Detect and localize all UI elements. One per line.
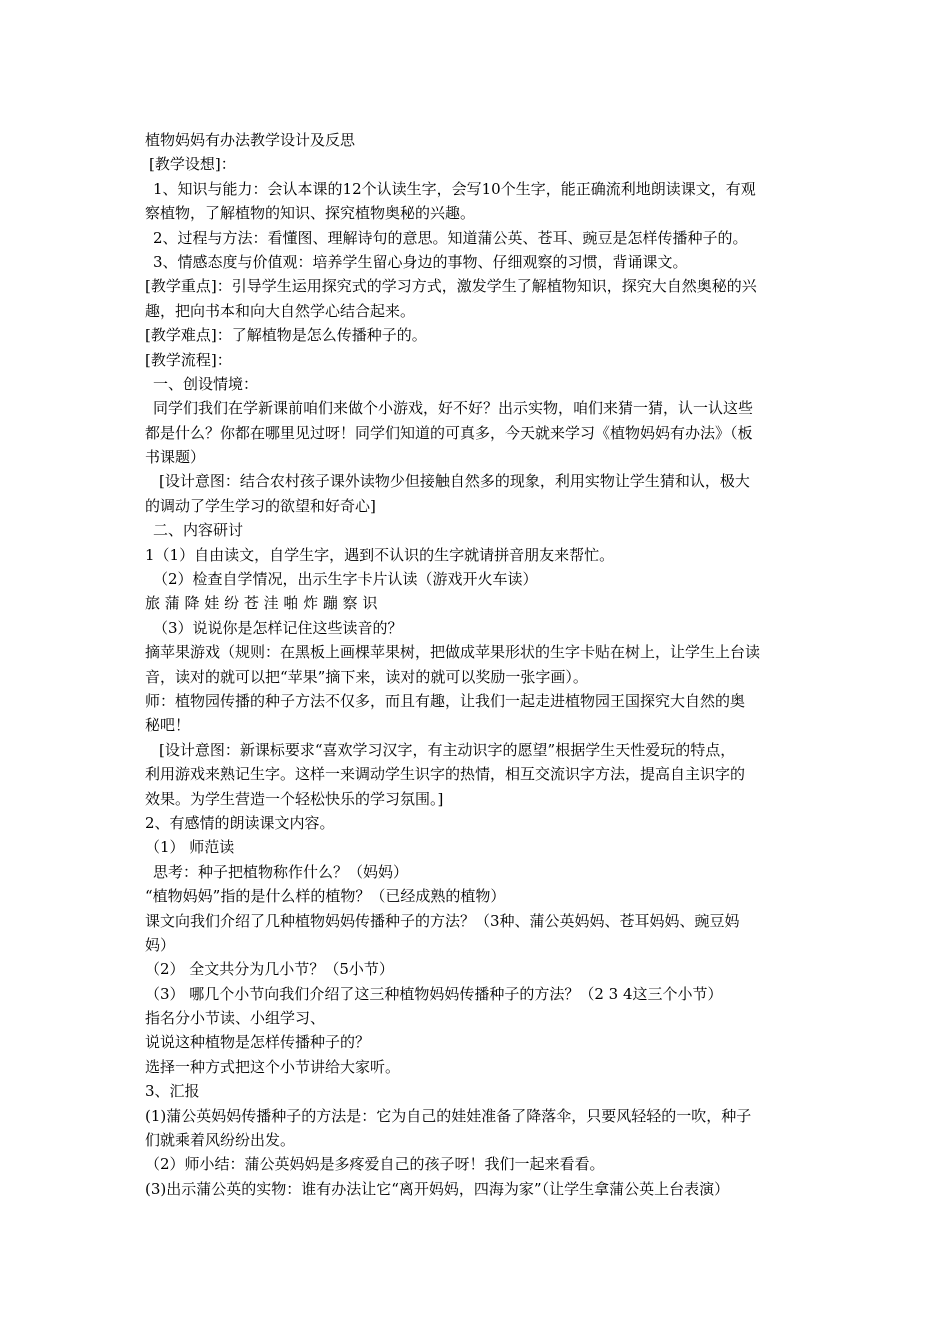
- text-line: 书课题）: [145, 448, 206, 467]
- text-line: 旅 蒲 降 娃 纷 苍 洼 啪 炸 蹦 察 识: [145, 594, 378, 613]
- text-line: 秘吧！: [145, 716, 191, 735]
- text-line: [教学难点]：了解植物是怎么传播种子的。: [145, 326, 427, 345]
- text-line: 都是什么？你都在哪里见过呀！同学们知道的可真多，今天就来学习《植物妈妈有办法》（板: [145, 423, 753, 442]
- text-line: 二、内容研讨: [153, 521, 244, 540]
- text-line: “植物妈妈”指的是什么样的植物？（已经成熟的植物）: [145, 887, 506, 906]
- text-line: 3、汇报: [145, 1082, 200, 1101]
- text-line: (1)蒲公英妈妈传播种子的方法是：它为自己的娃娃准备了降落伞，只要风轻轻的一吹，种子: [145, 1106, 752, 1125]
- text-line: （3） 哪几个小节向我们介绍了这三种植物妈妈传播种子的方法？（2 3 4这三个小节）: [145, 984, 723, 1003]
- text-line: （1） 师范读: [145, 838, 235, 857]
- text-line: 的调动了学生学习的欲望和好奇心]: [145, 496, 376, 515]
- text-line: 说说这种植物是怎样传播种子的？: [145, 1033, 371, 1052]
- text-line: 课文向我们介绍了几种植物妈妈传播种子的方法？（3种、蒲公英妈妈、苍耳妈妈、豌豆妈: [145, 911, 740, 930]
- text-line: （2） 全文共分为几小节？（5小节）: [145, 960, 394, 979]
- text-line: 选择一种方式把这个小节讲给大家听。: [145, 1057, 401, 1076]
- text-line: （2）师小结：蒲公英妈妈是多疼爱自己的孩子呀！我们一起来看看。: [145, 1155, 605, 1174]
- text-line: [设计意图：新课标要求“喜欢学习汉字，有主动识字的愿望”根据学生天性爱玩的特点，: [159, 740, 736, 759]
- text-line: 摘苹果游戏（规则：在黑板上画棵苹果树，把做成苹果形状的生字卡贴在树上，让学生上台读: [145, 643, 761, 662]
- text-line: 3、情感态度与价值观：培养学生留心身边的事物、仔细观察的习惯，背诵课文。: [153, 252, 688, 271]
- text-line: [教学流程]：: [145, 350, 232, 369]
- text-line: 同学们我们在学新课前咱们来做个小游戏，好不好？出示实物，咱们来猜一猜，认一认这些: [153, 399, 754, 418]
- text-line: 一、创设情境：: [153, 374, 259, 393]
- text-line: [设计意图：结合农村孩子课外读物少但接触自然多的现象，利用实物让学生猜和认，极大: [159, 472, 750, 491]
- text-line: 效果。为学生营造一个轻松快乐的学习氛围。]: [145, 789, 444, 808]
- text-line: （2）检查自学情况，出示生字卡片认读（游戏开火车读）: [153, 570, 538, 589]
- text-line: 妈）: [145, 935, 176, 954]
- text-line: 趣，把向书本和向大自然学心结合起来。: [145, 301, 416, 320]
- text-line: 1（1）自由读文，自学生字，遇到不认识的生字就请拼音朋友来帮忙。: [145, 545, 615, 564]
- text-line: （3）说说你是怎样记住这些读音的？: [153, 618, 403, 637]
- text-line: 察植物，了解植物的知识、探究植物奥秘的兴趣。: [145, 204, 476, 223]
- text-line: 思考：种子把植物称作什么？（妈妈）: [153, 862, 409, 881]
- text-line: [教学设想]：: [149, 155, 236, 174]
- text-line: 们就乘着风纷纷出发。: [145, 1131, 296, 1150]
- text-line: 师：植物园传播的种子方法不仅多，而且有趣，让我们一起走进植物园王国探究大自然的奥: [145, 691, 746, 710]
- text-line: 指名分小节读、小组学习、: [145, 1009, 326, 1028]
- document-body: [145, 128, 810, 1201]
- text-line: 2、过程与方法：看懂图、理解诗句的意思。知道蒲公英、苍耳、豌豆是怎样传播种子的。: [153, 228, 748, 247]
- text-line: 利用游戏来熟记生字。这样一来调动学生识字的热情，相互交流识字方法，提高自主识字的: [145, 765, 746, 784]
- text-line: 2、有感情的朗读课文内容。: [145, 813, 335, 832]
- text-line: (3)出示蒲公英的实物：谁有办法让它“离开妈妈，四海为家”（让学生拿蒲公英上台表演）: [145, 1179, 730, 1198]
- text-line: 1、知识与能力：会认本课的12个认读生字，会写10个生字，能正确流利地朗读课文，有观: [153, 179, 756, 198]
- text-line: [教学重点]：引导学生运用探究式的学习方式，激发学生了解植物知识，探究大自然奥秘的兴: [145, 277, 757, 296]
- text-line: 植物妈妈有办法教学设计及反思: [145, 131, 356, 149]
- text-line: 音，读对的就可以把“苹果”摘下来，读对的就可以奖励一张字画）。: [145, 667, 588, 686]
